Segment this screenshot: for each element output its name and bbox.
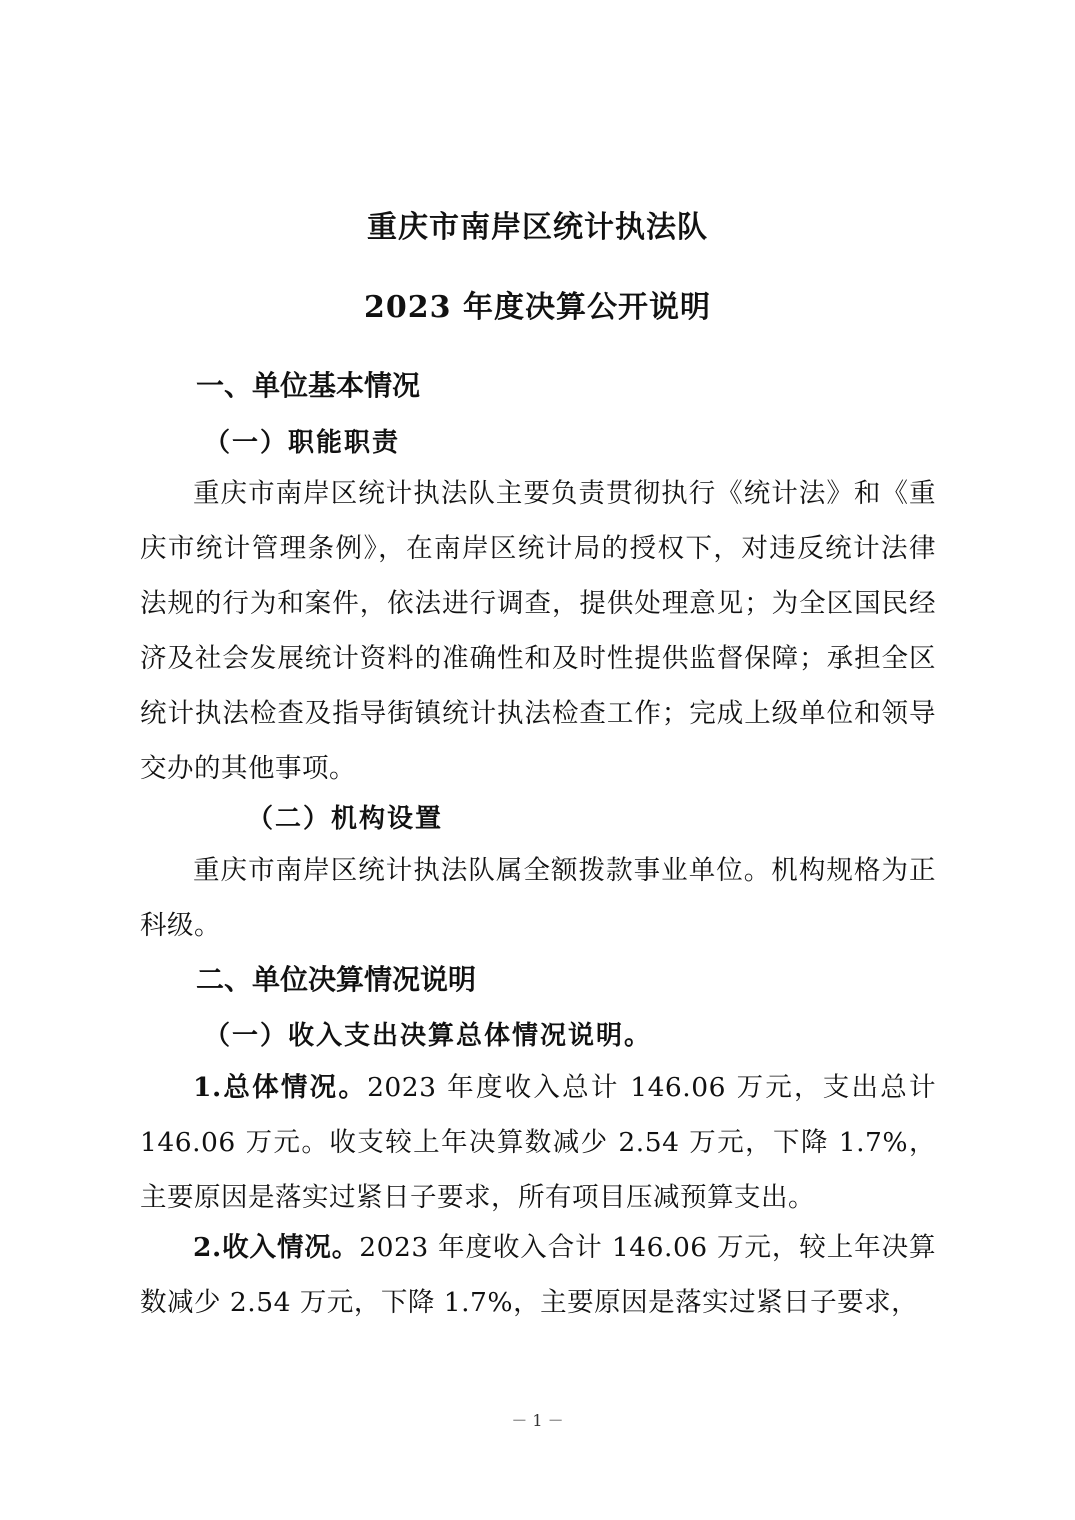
- section1-sub2-paragraph: 重庆市南岸区统计执法队属全额拨款事业单位。机构规格为正科级。: [140, 855, 936, 941]
- section2-item2-text: 2023 年度收入合计 146.06 万元，较上年决算数减少 2.54 万元，下降 1.7%，主要原因是落实过紧日子要求，: [140, 1232, 936, 1318]
- section2-item2-lead: 2.收入情况。: [193, 1232, 360, 1263]
- section1-sub2-heading: （二）机构设置: [247, 804, 444, 834]
- document-title-line2: 2023 年度决算公开说明: [364, 290, 711, 325]
- section1-sub1-heading: （一）职能职责: [204, 428, 401, 458]
- section2-heading: 二、单位决算情况说明: [196, 963, 477, 996]
- page-number: － 1 －: [511, 1411, 564, 1430]
- section2-item1-paragraph: [140, 1060, 936, 1225]
- section2-item2-paragraph: [140, 1220, 936, 1330]
- section1-heading: 一、单位基本情况: [196, 369, 421, 402]
- section2-sub1-heading: （一）收入支出决算总体情况说明。: [204, 1021, 653, 1051]
- section2-item1-text: 2023 年度收入总计 146.06 万元，支出总计 146.06 万元。收支较上年决算数减少 2.54 万元，下降 1.7%，主要原因是落实过紧日子要求，所有项目压减预算支出。: [140, 1072, 936, 1213]
- section1-sub1-paragraph: 重庆市南岸区统计执法队主要负责贯彻执行《统计法》和《重庆市统计管理条例》，在南岸区统计局的授权下，对违反统计法律法规的行为和案件，依法进行调查，提供处理意见；为全区国民经济及社会发展统计资料的准确性和及时性提供监督保障；承担全区统计执法检查及指导街镇统计执法检查工作；完成上级单位和领导交办的其他事项。: [140, 478, 936, 784]
- document-title-line1: 重庆市南岸区统计执法队: [367, 210, 708, 245]
- section2-item1-lead: 1.总体情况。: [193, 1072, 368, 1103]
